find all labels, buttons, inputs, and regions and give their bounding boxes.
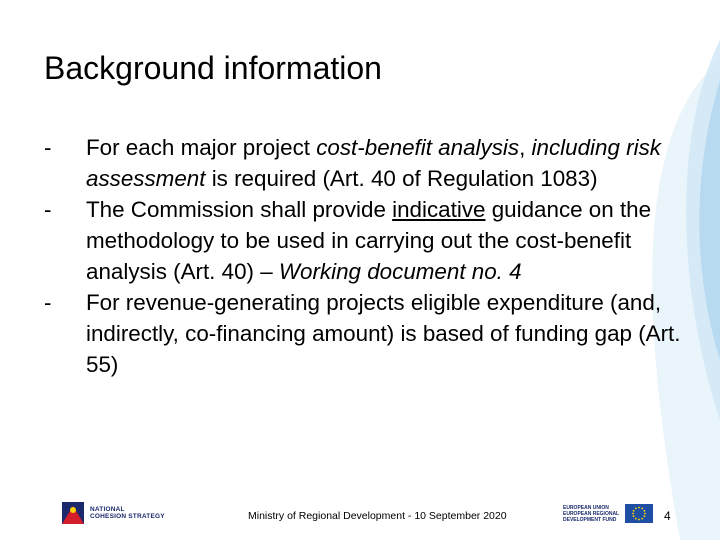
bullet-text-italic: Working document no. 4 <box>278 259 522 284</box>
bullet-marker: - <box>44 135 52 160</box>
eu-logo <box>563 504 653 523</box>
bullet-marker: - <box>44 197 52 222</box>
bullet-item <box>44 194 684 287</box>
ncs-emblem-icon <box>62 502 84 524</box>
bullet-text: For each major project <box>86 135 317 160</box>
bullet-text: The Commission shall provide <box>86 197 393 222</box>
ncs-logo-line1: NATIONAL <box>90 505 125 513</box>
bullet-text: For revenue-generating projects eligible expenditure (and, indirectly, co-financing amount) is based of funding gap (Art. 55) <box>86 290 681 377</box>
bullet-text-underline: indicative <box>392 197 486 222</box>
bullet-text: is required (Art. 40 of Regulation 1083) <box>205 166 598 191</box>
bullet-text-italic: including risk assessment <box>86 135 661 191</box>
footer-text: Ministry of Regional Development - 10 September 2020 <box>248 510 507 522</box>
national-cohesion-strategy-logo <box>62 502 165 524</box>
eu-flag-icon <box>625 504 653 523</box>
slide-title: Background information <box>44 50 382 86</box>
page-number: 4 <box>664 509 671 523</box>
bullet-text: guidance on the methodology to be used in carrying out the cost-benefit analysis (Art. 40) – <box>86 197 652 284</box>
eu-logo-line3: DEVELOPMENT FUND <box>563 516 617 523</box>
bullet-marker: - <box>44 290 52 315</box>
eu-logo-line1: EUROPEAN UNION <box>563 504 609 511</box>
bullet-item <box>44 132 684 194</box>
bullet-item <box>44 287 684 380</box>
bullet-text-italic: cost-benefit analysis <box>316 135 520 160</box>
eu-logo-line2: EUROPEAN REGIONAL <box>563 510 620 517</box>
ncs-logo-line2: COHESION STRATEGY <box>90 513 165 520</box>
bullet-text: , <box>519 135 532 160</box>
bullet-list <box>44 132 684 380</box>
